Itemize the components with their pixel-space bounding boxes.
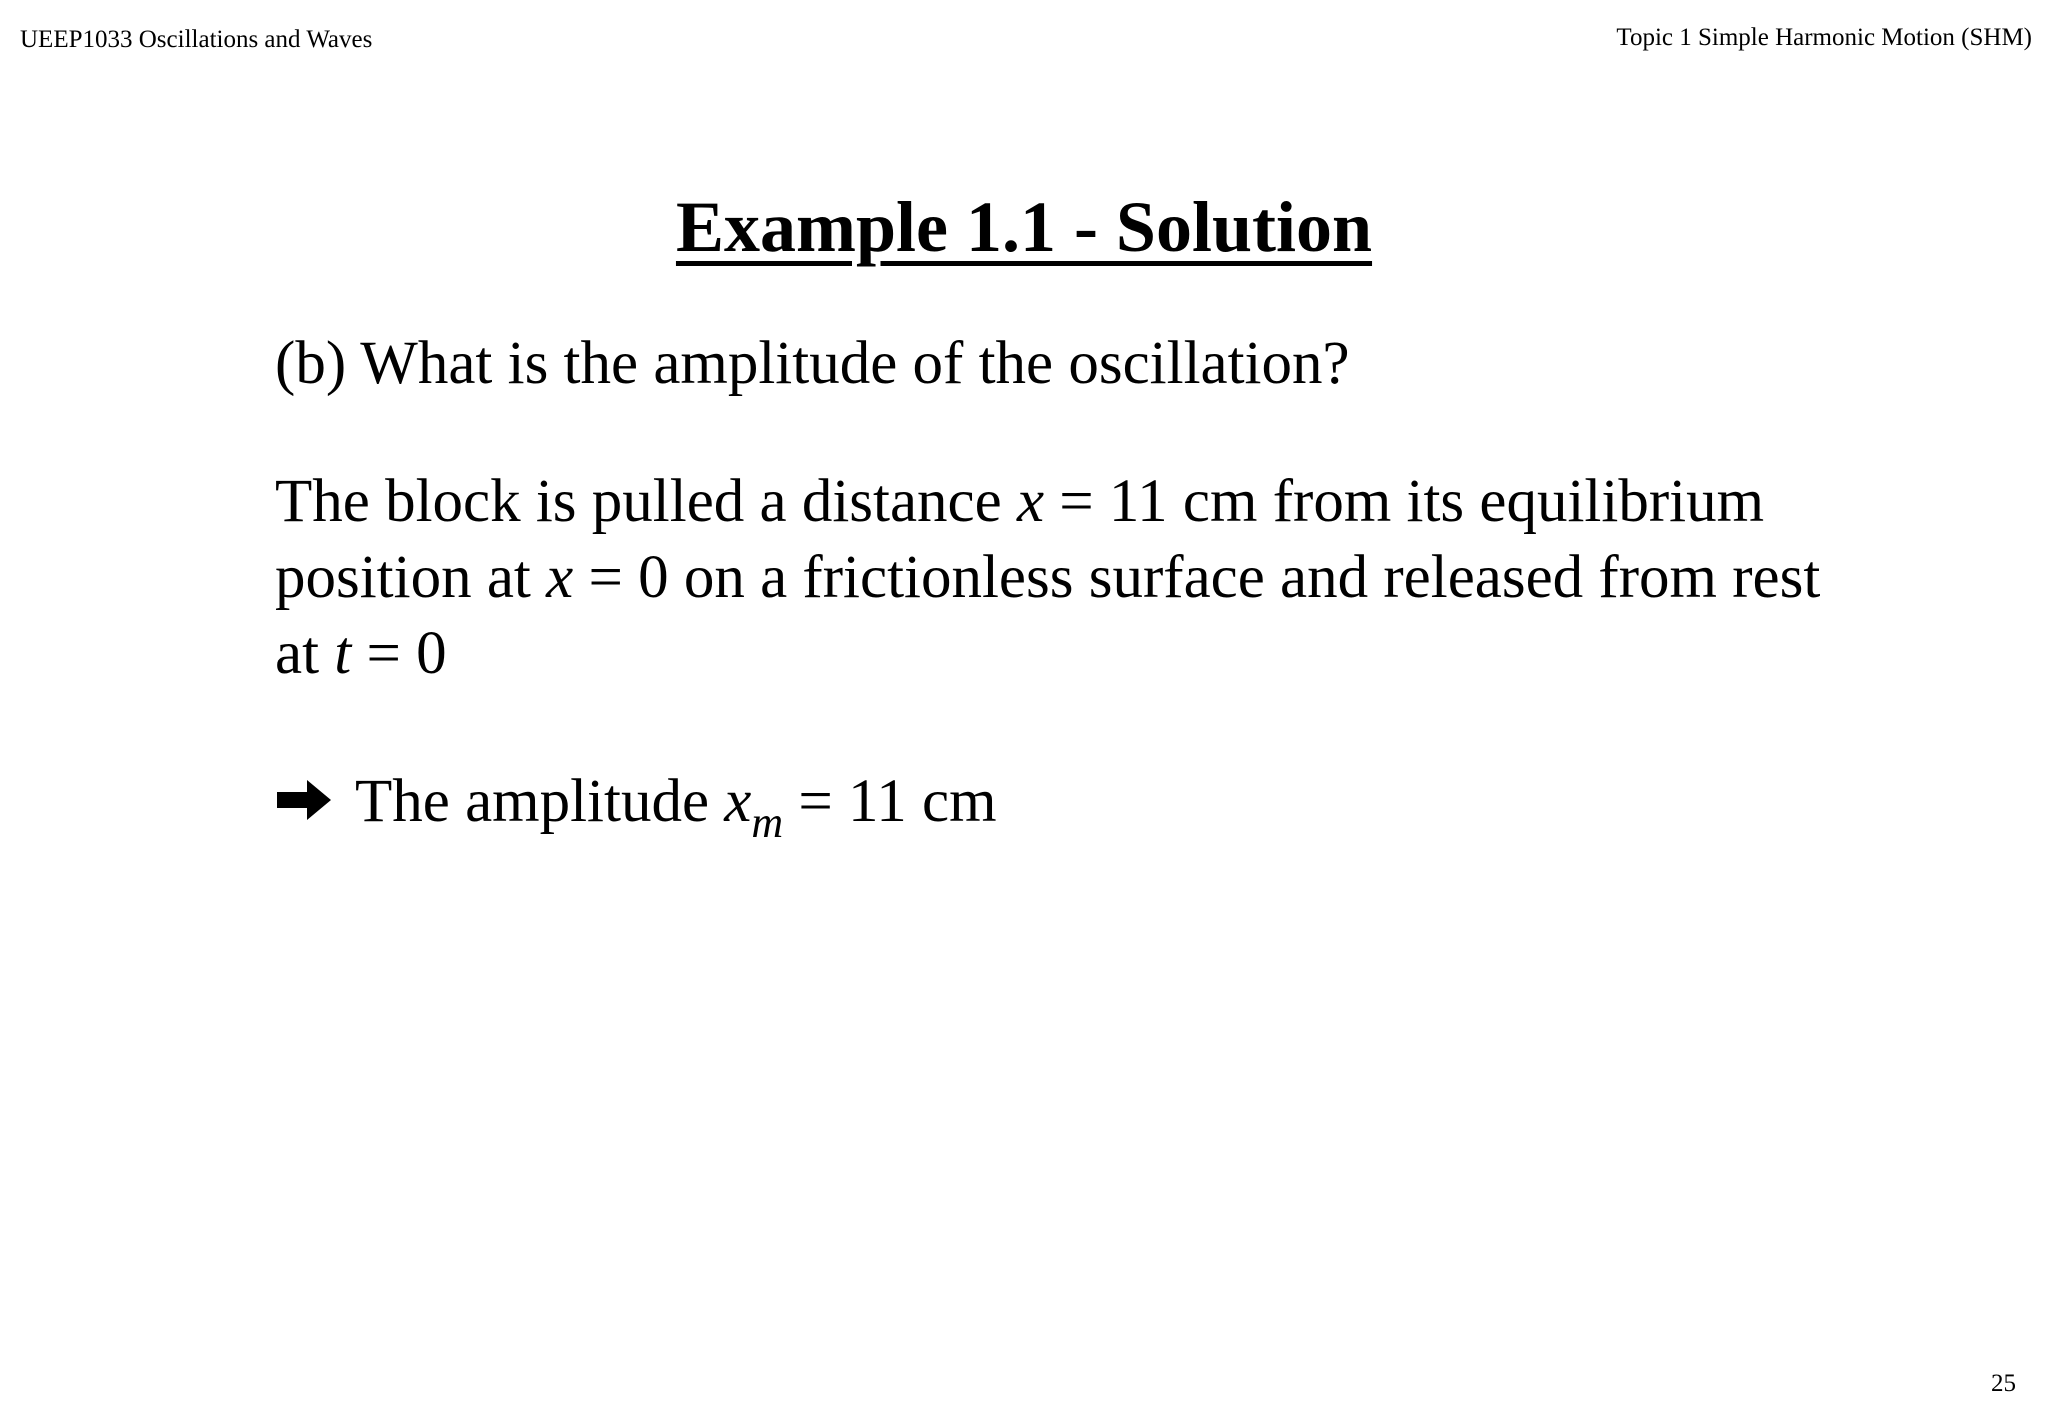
paragraph-line-1 (275, 464, 1975, 540)
answer-prefix: The amplitude (355, 768, 725, 835)
variable-x: x (546, 544, 574, 611)
subscript-m: m (751, 798, 784, 847)
answer-suffix: = 11 cm (783, 768, 997, 835)
variable-t: t (334, 620, 352, 687)
topic-header: Topic 1 Simple Harmonic Motion (SHM) (1616, 24, 2032, 51)
paragraph-line-1-text-a: The block is pulled a distance (275, 468, 1017, 535)
course-header: UEEP1033 Oscillations and Waves (20, 26, 373, 53)
variable-x: x (724, 768, 752, 835)
arrow-right-icon (275, 777, 333, 823)
paragraph-line-2 (275, 540, 1975, 616)
paragraph-line-3 (275, 616, 1975, 692)
slide-title-text: Example 1.1 - Solution (675, 187, 1373, 267)
problem-paragraph (275, 464, 1975, 692)
paragraph-line-3-text-b: = 0 (351, 620, 447, 687)
paragraph-line-3-text-a: at (275, 620, 335, 687)
variable-x: x (1016, 468, 1045, 535)
paragraph-line-1-text-b: = 11 cm from its equilibrium (1044, 468, 1765, 535)
paragraph-line-2-text-b: = 0 on a frictionless surface and released from rest (573, 544, 1821, 611)
answer-line (275, 764, 997, 847)
question-text: (b) What is the amplitude of the oscillation? (275, 330, 1350, 397)
paragraph-line-2-text-a: position at (275, 544, 547, 611)
page-number: 25 (1991, 1370, 2016, 1397)
slide-title (0, 184, 2048, 270)
